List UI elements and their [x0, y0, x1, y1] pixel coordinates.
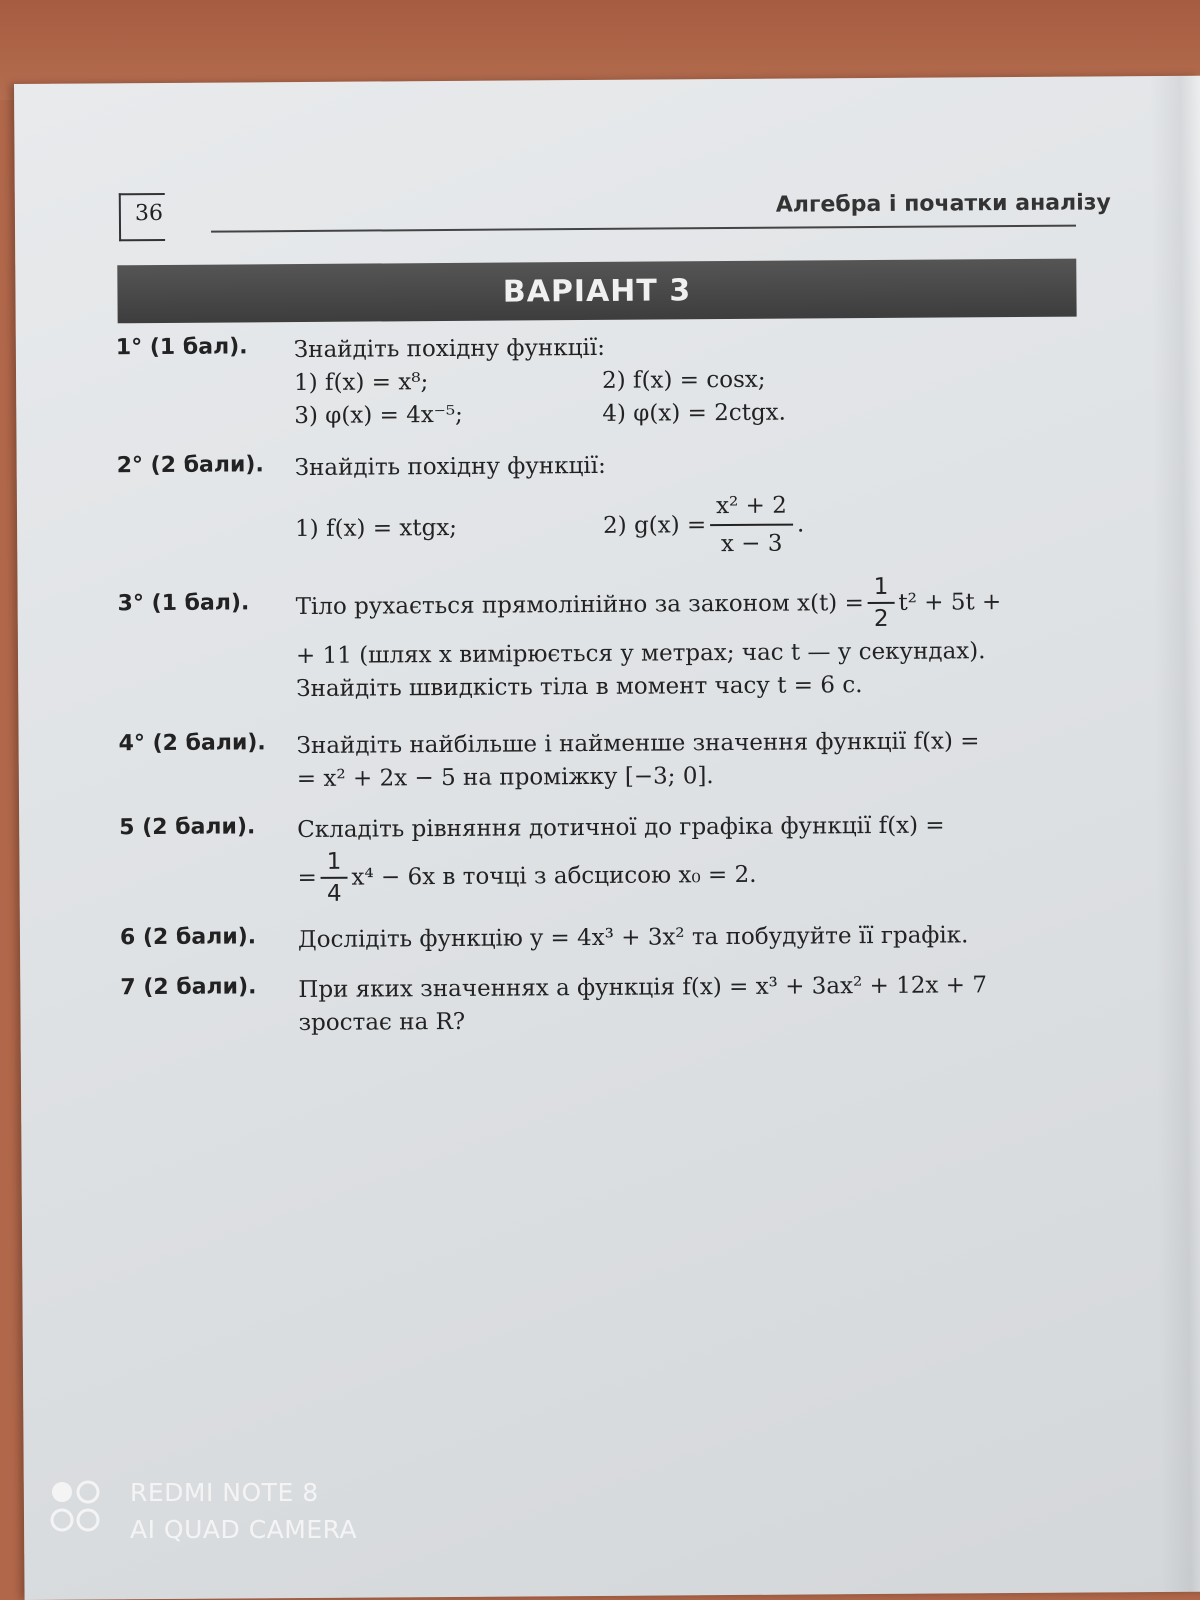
task-body	[295, 569, 1086, 707]
task-body	[298, 919, 1088, 958]
task-2	[116, 447, 1077, 558]
task-text: =	[297, 864, 317, 891]
task-body	[298, 969, 1088, 1041]
task-text: Складіть рівняння дотичної до графіка функції f(x) =	[297, 812, 945, 844]
variant-title: ВАРІАНТ 3	[502, 272, 692, 310]
subtask: 1) f(x) = x⁸;	[294, 369, 429, 397]
subtask: 1) f(x) = xtgx;	[295, 514, 458, 543]
task-label: 5 (2 бали).	[119, 814, 256, 841]
fraction-numerator: x² + 2	[710, 488, 793, 527]
workbook-page	[14, 76, 1200, 1600]
task-text: зростає на R?	[298, 1008, 466, 1037]
task-label: 7 (2 бали).	[120, 974, 257, 1001]
fraction-prefix: 2) g(x) =	[603, 511, 707, 539]
subtask: 4) φ(x) = 2ctgx.	[602, 399, 787, 427]
task-body	[297, 809, 1088, 910]
task-text: = x² + 2x − 5 на проміжку [−3; 0].	[296, 763, 714, 793]
task-text: Тіло рухається прямолінійно за законом x(t) =	[295, 589, 864, 620]
task-body	[295, 447, 1086, 566]
task-6	[119, 919, 1080, 954]
task-4	[118, 725, 1079, 793]
task-text: Знайдіть швидкість тіла в момент часу t = 6 с.	[296, 672, 863, 703]
header-rule	[211, 225, 1076, 233]
task-text: Знайдіть похідну функції:	[294, 452, 606, 482]
variant-banner	[117, 259, 1076, 324]
task-text: t² + 5t +	[898, 588, 1002, 616]
answer-row	[294, 362, 1084, 401]
subtask: 2) f(x) = cosx;	[601, 366, 766, 394]
task-label: 3° (1 бал).	[117, 590, 250, 617]
task-line	[297, 842, 1087, 910]
task-label: 2° (2 бали).	[116, 452, 264, 479]
task-text: Знайдіть похідну функції:	[293, 334, 606, 364]
camera-model-label: REDMI NOTE 8	[130, 1478, 319, 1507]
task-text: x⁴ − 6x в точці з абсцисою x₀ = 2.	[351, 861, 757, 891]
task-label: 4° (2 бали).	[118, 730, 266, 757]
task-3	[117, 569, 1077, 703]
task-line	[295, 569, 1085, 641]
task-text: + 11 (шлях x вимірюється у метрах; час t — у секундах).	[295, 638, 986, 670]
task-1	[115, 329, 1076, 430]
answer-row	[294, 395, 1084, 434]
task-text: При яких значеннях a функція f(x) = x³ + 3ax² + 12x + 7	[298, 972, 988, 1004]
subtask-fraction	[603, 487, 805, 562]
page-fold-shadow	[1150, 76, 1200, 1592]
fraction	[868, 572, 895, 634]
camera-logo-icon	[48, 1478, 108, 1538]
task-label: 1° (1 бал).	[115, 334, 248, 361]
task-body	[294, 329, 1085, 434]
fraction	[710, 488, 793, 563]
fraction-suffix: .	[796, 510, 805, 538]
task-body	[297, 725, 1087, 797]
task-text: Знайдіть найбільше і найменше значення функції f(x) =	[296, 728, 980, 760]
task-label: 6 (2 бали).	[119, 924, 257, 951]
running-title: Алгебра і початки аналізу	[775, 190, 1111, 218]
fraction-denominator: 4	[326, 880, 342, 907]
page-number: 36	[134, 200, 163, 227]
fraction-numerator: 1	[321, 847, 348, 879]
fraction-denominator: x − 3	[720, 530, 783, 558]
subtask: 3) φ(x) = 4x⁻⁵;	[294, 401, 463, 430]
answer-row	[295, 484, 1086, 566]
task-5	[119, 809, 1079, 907]
camera-feature-label: AI QUAD CAMERA	[130, 1515, 358, 1544]
task-text: Дослідіть функцію y = 4x³ + 3x² та побудуйте її графік.	[297, 922, 969, 954]
fraction-denominator: 2	[873, 605, 889, 633]
fraction-numerator: 1	[868, 572, 895, 604]
fraction	[321, 847, 348, 909]
task-7	[120, 969, 1080, 1037]
